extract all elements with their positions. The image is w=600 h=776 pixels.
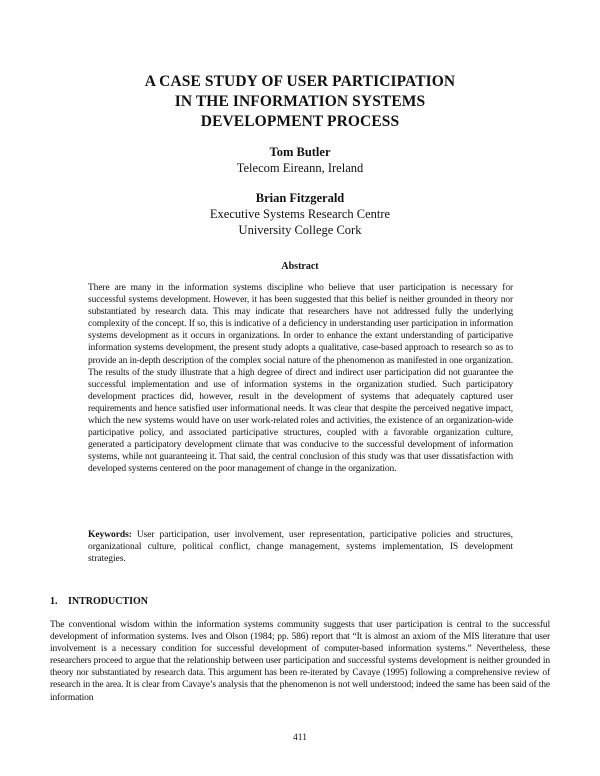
title-line: DEVELOPMENT PROCESS (200, 113, 400, 130)
keywords-text: User participation, user involvement, user representation, participative policies and structures, organizational culture, political conflict, change management, systems implementation, IS development strategies. (88, 530, 514, 565)
abstract-text: There are many in the information systems discipline who believe that user participation is necessary for successful systems development. However, it has been suggested that this belief is neither grounded in theory nor substantiated by research data. This may indicate that researchers have not addressed fully the underlying complexity of the concept. If so, this is indicative of a deficiency in understanding user participation in information systems development as it occurs in organizations. In order to enhance the extant understanding of participative information systems development, the present study adopts a qualitative, case-based approach to research so as to provide an in-depth description of the complex social nature of the phenomenon as manifested in one organization. The results of the study illustrate that a high degree of direct and indirect user participation did not guarantee the successful implementation and use of information systems in the organization studied. Such participatory development practices did, however, result in the development of systems that adequately captured user requirements and hence satisfied user informational needs. It was clear that despite the perceived negative impact, which the new systems would have on user work-related roles and activities, the existence of an organization-wide participative policy, and associated participative structures, coupled with a favorable organization culture, generated a participatory development climate that was conducive to the successful development of information systems, while not guaranteeing it. That said, the central conclusion of this study was that user dissatisfaction with developed systems centered on the poor management of change in the organization. (88, 283, 513, 475)
title-line: A CASE STUDY OF USER PARTICIPATION (144, 73, 456, 90)
introduction-text: The conventional wisdom within the information systems community suggests that user participation is central to the successful development of information systems. Ives and Olson (1984; pp. 586) report that “It is almost an axiom of the MIS literature that user involvement is a necessary condition for successful development of computer-based information systems.” Nevertheless, these researchers proceed to argue that the relationship between user participation and successful systems development is neither grounded in theory nor substantiated by research data. This argument has been re-iterated by Cavaye (1995) following a comprehensive review of research in the area. It is clear from Cavaye’s analysis that the phenomenon is not well understood; indeed the same has been said of the information (50, 620, 550, 703)
author-block (0, 190, 600, 238)
paper-title (0, 72, 600, 132)
title-line: IN THE INFORMATION SYSTEMS (174, 93, 426, 110)
keywords-label: Keywords: (88, 530, 132, 540)
page-number: 411 (293, 733, 307, 743)
author-name: Tom Butler (269, 145, 331, 159)
author-name: Brian Fitzgerald (255, 191, 345, 205)
author-affiliation: Telecom Eireann, Ireland (236, 161, 364, 175)
keywords-paragraph (88, 529, 513, 565)
author-affiliation: Executive Systems Research Centre (209, 207, 391, 221)
author-block (0, 144, 600, 176)
abstract-heading: Abstract (281, 261, 319, 272)
author-affiliation: University College Cork (238, 223, 362, 237)
section-heading (50, 596, 148, 608)
section-number: 1. (50, 596, 58, 607)
section-title: INTRODUCTION (68, 596, 149, 607)
